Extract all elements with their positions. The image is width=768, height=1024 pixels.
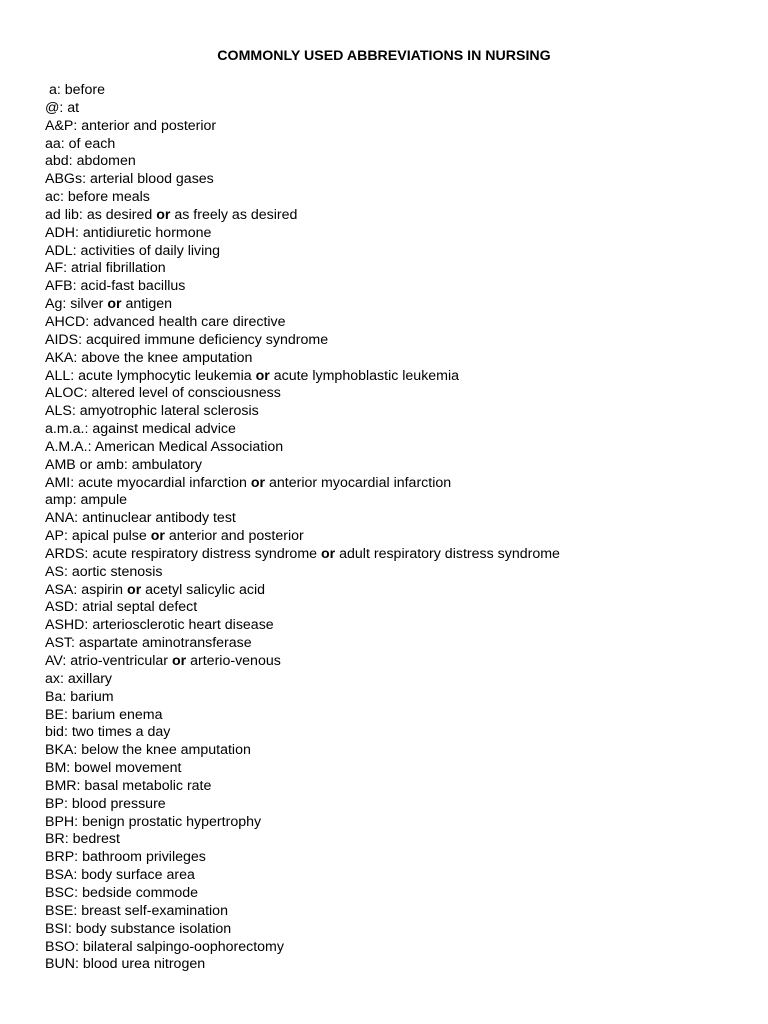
abbreviation-entry: A&P: anterior and posterior [45, 117, 217, 134]
abbreviation-term: ARDS [45, 545, 85, 562]
abbreviation-entry: ABGs: arterial blood gases [45, 171, 214, 188]
abbreviation-entry: abd: abdomen [45, 153, 136, 170]
abbreviation-term: BP [45, 795, 64, 812]
abbreviation-term: AV [45, 653, 63, 669]
abbreviation-entry: ax: axillary [45, 670, 113, 687]
abbreviation-term: AIDS [45, 331, 79, 348]
abbreviation-term: ALL [45, 367, 71, 384]
abbreviation-entry: BUN: blood urea nitrogen [45, 956, 206, 973]
abbreviation-entry: aa: of each [45, 135, 116, 152]
abbreviation-entry: BE: barium enema [45, 706, 163, 723]
abbreviation-term: AP [45, 528, 64, 545]
abbreviation-term: BSA [45, 867, 74, 884]
abbreviation-entry: a: before [49, 82, 106, 98]
abbreviation-definition: abdomen [76, 153, 136, 170]
or-connector: or [127, 581, 142, 598]
abbreviation-entry: ARDS: acute respiratory distress syndrome or adult respiratory distress syndrome [45, 545, 560, 562]
abbreviation-term: BUN [45, 956, 75, 973]
abbreviation-definition: against medical advice [92, 421, 236, 438]
abbreviation-entry: AS: aortic stenosis [45, 563, 163, 580]
abbreviation-definition: acid-fast bacillus [80, 278, 186, 295]
abbreviation-definition: blood pressure [71, 795, 166, 812]
abbreviation-entry: Ag: silver or antigen [45, 296, 172, 313]
abbreviation-definition: anterior and posterior [168, 528, 304, 545]
abbreviation-definition: benign prostatic hypertrophy [82, 813, 262, 830]
abbreviation-entry: ASD: atrial septal defect [45, 599, 198, 616]
abbreviation-definition: axillary [67, 670, 113, 687]
abbreviation-entry: BM: bowel movement [45, 760, 182, 777]
or-connector: or [250, 474, 266, 491]
abbreviation-entry: BRP: bathroom privileges [45, 849, 206, 866]
abbreviation-term: BSC [45, 884, 75, 901]
abbreviation-term: ASA [45, 581, 74, 598]
abbreviation-entry: AMB or amb: ambulatory [45, 456, 202, 473]
abbreviation-definition: antidiuretic hormone [82, 224, 212, 241]
abbreviation-entry: AP: apical pulse or anterior and posterior [45, 528, 304, 545]
abbreviation-definition: bedside commode [82, 884, 198, 901]
abbreviation-term: BR [45, 831, 65, 848]
abbreviation-definition: aspirin [81, 581, 124, 598]
abbreviation-definition: breast self-examination [81, 902, 228, 919]
abbreviation-term: BPH [45, 813, 75, 830]
abbreviation-entry: ALS: amyotrophic lateral sclerosis [45, 403, 259, 420]
abbreviation-term: AKA [45, 349, 74, 366]
or-connector: or [150, 528, 165, 545]
abbreviation-term: abd [45, 153, 69, 170]
abbreviation-definition: atrial fibrillation [71, 260, 166, 277]
abbreviation-term: BRP [45, 849, 75, 866]
abbreviation-entry: AFB: acid-fast bacillus [45, 278, 186, 295]
abbreviation-definition: advanced health care directive [93, 313, 286, 330]
abbreviation-entry: BR: bedrest [45, 831, 120, 848]
abbreviation-term: A&P [45, 117, 74, 134]
abbreviation-entry: AKA: above the knee amputation [45, 349, 253, 366]
abbreviation-entry: BSC: bedside commode [45, 884, 198, 901]
abbreviation-definition: barium enema [71, 706, 163, 723]
abbreviation-definition: basal metabolic rate [84, 777, 212, 794]
abbreviation-term: A.M.A. [45, 438, 88, 455]
abbreviation-definition: atrial septal defect [82, 599, 198, 616]
abbreviation-term: a.m.a. [45, 421, 85, 438]
abbreviation-definition: two times a day [71, 724, 171, 741]
abbreviation-entry: ANA: antinuclear antibody test [45, 510, 236, 527]
abbreviation-term: aa [45, 135, 61, 152]
abbreviation-list [45, 82, 745, 974]
abbreviation-term: BE [45, 706, 64, 723]
abbreviation-definition: bedrest [72, 831, 120, 848]
or-connector: or [171, 653, 187, 669]
abbreviation-definition: ambulatory [131, 456, 202, 473]
abbreviation-definition: of each [68, 135, 116, 152]
or-connector: or [255, 367, 270, 384]
abbreviation-entry: @: at [45, 99, 80, 116]
abbreviation-term: ax [45, 670, 60, 687]
abbreviation-entry: amp: ampule [45, 492, 128, 509]
abbreviation-term: BMR [45, 777, 77, 794]
abbreviation-definition: acquired immune deficiency syndrome [86, 331, 329, 348]
abbreviation-entry: ADL: activities of daily living [45, 242, 221, 259]
abbreviation-entry: AV: atrio-ventricular or arterio-venous [45, 653, 281, 669]
abbreviation-entry: A.M.A.: American Medical Association [45, 438, 284, 455]
abbreviation-term: AMI [45, 474, 71, 491]
abbreviation-definition: ampule [80, 492, 128, 509]
abbreviation-term: BSI [45, 920, 68, 937]
abbreviation-term: ADH [45, 224, 75, 241]
abbreviation-term: BSE [45, 902, 74, 919]
abbreviation-definition: barium [70, 688, 114, 705]
abbreviation-definition: amyotrophic lateral sclerosis [79, 403, 259, 420]
abbreviation-entry: a.m.a.: against medical advice [45, 421, 236, 438]
abbreviation-definition: below the knee amputation [81, 742, 251, 759]
abbreviation-definition: aspartate aminotransferase [78, 635, 252, 652]
abbreviation-entry: AST: aspartate aminotransferase [45, 635, 252, 652]
abbreviation-entry: AIDS: acquired immune deficiency syndrome [45, 331, 329, 348]
abbreviation-definition: antigen [125, 296, 172, 313]
abbreviation-definition: acute lymphoblastic leukemia [273, 367, 460, 384]
abbreviation-definition: atrio-ventricular [70, 653, 169, 669]
abbreviation-entry: BKA: below the knee amputation [45, 742, 251, 759]
abbreviation-term: AS [45, 563, 64, 580]
abbreviation-term: BKA [45, 742, 74, 759]
abbreviation-term: ac [45, 189, 60, 206]
page-title: COMMONLY USED ABBREVIATIONS IN NURSING [217, 48, 551, 64]
abbreviation-definition: bathroom privileges [82, 849, 206, 866]
abbreviation-entry: BMR: basal metabolic rate [45, 777, 212, 794]
abbreviation-definition: American Medical Association [94, 438, 284, 455]
abbreviation-entry: ASA: aspirin or acetyl salicylic acid [45, 581, 266, 598]
abbreviation-definition: apical pulse [71, 528, 147, 545]
abbreviation-entry: ALL: acute lymphocytic leukemia or acute lymphoblastic leukemia [45, 367, 460, 384]
abbreviation-definition: blood urea nitrogen [82, 956, 206, 973]
abbreviation-term: ALS [45, 403, 72, 420]
abbreviation-entry: AF: atrial fibrillation [45, 260, 166, 277]
abbreviation-term: ASHD [45, 617, 85, 634]
abbreviation-definition: arteriosclerotic heart disease [92, 617, 274, 634]
abbreviation-entry: AHCD: advanced health care directive [45, 313, 286, 330]
abbreviation-entry: Ba: barium [45, 688, 114, 705]
abbreviation-entry: BPH: benign prostatic hypertrophy [45, 813, 262, 830]
abbreviation-definition: anterior myocardial infarction [268, 474, 452, 491]
abbreviation-term: ASD [45, 599, 75, 616]
abbreviation-definition: activities of daily living [80, 242, 221, 259]
abbreviation-term: ABGs [45, 171, 83, 188]
abbreviation-term: BM [45, 760, 67, 777]
abbreviation-entry: BSI: body substance isolation [45, 920, 232, 937]
abbreviation-definition: aortic stenosis [71, 563, 163, 580]
abbreviation-term: ADL [45, 242, 73, 259]
abbreviation-entry: ASHD: arteriosclerotic heart disease [45, 617, 274, 634]
abbreviation-definition: arterial blood gases [89, 171, 214, 188]
abbreviation-term: a [49, 82, 57, 98]
abbreviation-term: @ [45, 99, 60, 116]
abbreviation-definition: before [64, 82, 106, 98]
abbreviation-definition: bowel movement [74, 760, 182, 777]
abbreviation-definition: arterio-venous [190, 653, 281, 669]
abbreviation-definition: bilateral salpingo-oophorectomy [82, 938, 284, 955]
abbreviation-term: amp [45, 492, 73, 509]
abbreviation-definition: acute respiratory distress syndrome [92, 545, 318, 562]
abbreviation-entry: BSE: breast self-examination [45, 902, 228, 919]
abbreviation-term: AST [45, 635, 72, 652]
abbreviation-entry: AMI: acute myocardial infarction or anterior myocardial infarction [45, 474, 452, 491]
abbreviation-term: BSO [45, 938, 75, 955]
abbreviation-definition: as desired [86, 206, 153, 223]
abbreviation-definition: at [67, 99, 80, 116]
abbreviation-term: ANA [45, 510, 75, 527]
abbreviation-term: AMB or amb [45, 456, 124, 473]
abbreviation-entry: ADH: antidiuretic hormone [45, 224, 212, 241]
abbreviation-term: ALOC [45, 385, 84, 402]
abbreviation-definition: acute myocardial infarction [78, 474, 247, 491]
abbreviation-definition: above the knee amputation [81, 349, 253, 366]
abbreviation-term: AF [45, 260, 64, 277]
abbreviation-term: AFB [45, 278, 73, 295]
abbreviation-definition: acetyl salicylic acid [145, 581, 266, 598]
abbreviation-definition: acute lymphocytic leukemia [78, 367, 252, 384]
or-connector: or [156, 206, 171, 223]
abbreviation-term: Ag [45, 296, 63, 313]
abbreviation-entry: ac: before meals [45, 189, 150, 206]
abbreviation-definition: adult respiratory distress syndrome [339, 545, 560, 562]
or-connector: or [107, 296, 122, 313]
abbreviation-entry: BSO: bilateral salpingo-oophorectomy [45, 938, 284, 955]
abbreviation-definition: body substance isolation [75, 920, 232, 937]
abbreviation-entry: bid: two times a day [45, 724, 171, 741]
abbreviation-entry: ALOC: altered level of consciousness [45, 385, 281, 402]
abbreviation-term: AHCD [45, 313, 86, 330]
abbreviation-entry: BSA: body surface area [45, 867, 195, 884]
abbreviation-term: bid [45, 724, 64, 741]
abbreviation-entry: ad lib: as desired or as freely as desired [45, 206, 298, 223]
abbreviation-definition: antinuclear antibody test [82, 510, 236, 527]
abbreviation-definition: as freely as desired [174, 206, 298, 223]
or-connector: or [321, 545, 336, 562]
abbreviation-definition: anterior and posterior [81, 117, 217, 134]
abbreviation-definition: body surface area [81, 867, 195, 884]
abbreviation-definition: before meals [67, 189, 150, 206]
abbreviation-term: ad lib [45, 206, 79, 223]
abbreviation-definition: silver [70, 296, 104, 313]
abbreviation-definition: altered level of consciousness [91, 385, 281, 402]
abbreviation-entry: BP: blood pressure [45, 795, 166, 812]
abbreviation-term: Ba [45, 688, 63, 705]
